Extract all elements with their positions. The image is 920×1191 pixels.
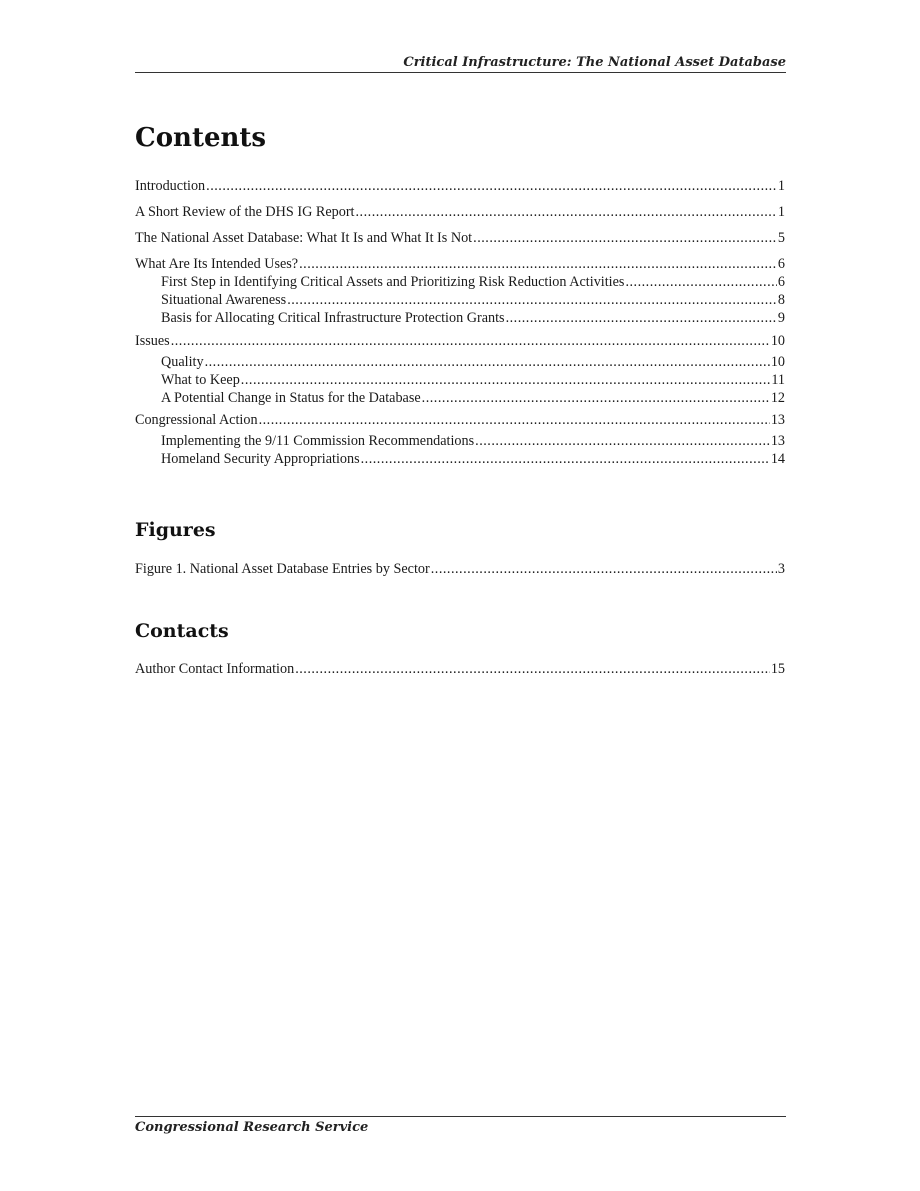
toc-entry-page: 13: [770, 433, 785, 449]
dot-leader: [473, 229, 777, 247]
toc-entry-page: 14: [770, 451, 785, 467]
toc-entry-page: 1: [777, 204, 785, 220]
dot-leader: [241, 371, 771, 389]
dot-leader: [475, 432, 770, 450]
toc-entry-page: 3: [777, 561, 785, 577]
toc-entry-page: 5: [777, 230, 785, 246]
toc-entry-title: Quality: [161, 354, 204, 370]
toc-subentry[interactable]: [135, 353, 785, 371]
toc-entry-page: 1: [777, 178, 785, 194]
toc-entry-page: 6: [777, 256, 785, 272]
toc-entry[interactable]: [135, 229, 785, 247]
toc-entry-title: First Step in Identifying Critical Assets and Prioritizing Risk Reduction Activities: [161, 274, 625, 290]
toc-entry-title: A Short Review of the DHS IG Report: [135, 204, 355, 220]
footer-organization: Congressional Research Service: [135, 1120, 369, 1135]
dot-leader: [506, 309, 777, 327]
toc-entry-page: 13: [770, 412, 785, 428]
dot-leader: [356, 203, 777, 221]
toc-subentry[interactable]: [135, 389, 785, 407]
contents-heading: Contents: [135, 123, 267, 153]
figures-list: [135, 560, 785, 578]
header-rule: [135, 72, 786, 73]
dot-leader: [171, 332, 770, 350]
toc-entry-page: 12: [770, 390, 785, 406]
toc-entry-title: What Are Its Intended Uses?: [135, 256, 299, 272]
toc-entry-page: 6: [777, 274, 785, 290]
dot-leader: [206, 177, 777, 195]
dot-leader: [431, 560, 777, 578]
toc-subentry[interactable]: [135, 432, 785, 450]
toc-entry-title: Issues: [135, 333, 170, 349]
dot-leader: [287, 291, 777, 309]
toc-subentry[interactable]: [135, 273, 785, 291]
toc-entry-title: A Potential Change in Status for the Database: [161, 390, 421, 406]
toc-subentry[interactable]: [135, 450, 785, 468]
footer-rule: [135, 1116, 786, 1117]
toc-entry[interactable]: [135, 332, 785, 350]
toc-entry[interactable]: [135, 177, 785, 195]
dot-leader: [361, 450, 770, 468]
toc-entry[interactable]: [135, 560, 785, 578]
toc-entry-title: The National Asset Database: What It Is and What It Is Not: [135, 230, 473, 246]
dot-leader: [422, 389, 770, 407]
toc-entry-title: Congressional Action: [135, 412, 258, 428]
toc-entry-page: 15: [770, 661, 785, 677]
toc-entry-page: 10: [770, 354, 785, 370]
contacts-list: [135, 660, 785, 678]
toc-entry-title: Figure 1. National Asset Database Entries by Sector: [135, 561, 430, 577]
dot-leader: [625, 273, 776, 291]
toc-subentry[interactable]: [135, 371, 785, 389]
toc-entry-title: Situational Awareness: [161, 292, 287, 308]
toc-subentry[interactable]: [135, 291, 785, 309]
toc-entry-page: 8: [777, 292, 785, 308]
figures-heading: Figures: [135, 519, 216, 541]
dot-leader: [259, 411, 770, 429]
toc-entry-title: Homeland Security Appropriations: [161, 451, 360, 467]
toc-entry-title: Introduction: [135, 178, 206, 194]
toc-entry-title: Author Contact Information: [135, 661, 295, 677]
toc-entry[interactable]: [135, 660, 785, 678]
running-header-title: Critical Infrastructure: The National Asset Database: [403, 55, 786, 70]
contents-list: [135, 177, 785, 468]
dot-leader: [295, 660, 770, 678]
dot-leader: [299, 255, 777, 273]
toc-subentry[interactable]: [135, 309, 785, 327]
toc-entry-page: 11: [771, 372, 785, 388]
toc-entry-page: 10: [770, 333, 785, 349]
toc-entry[interactable]: [135, 255, 785, 273]
dot-leader: [205, 353, 770, 371]
toc-entry[interactable]: [135, 203, 785, 221]
toc-entry-title: What to Keep: [161, 372, 240, 388]
toc-entry-title: Basis for Allocating Critical Infrastructure Protection Grants: [161, 310, 505, 326]
contacts-heading: Contacts: [135, 620, 229, 642]
toc-entry-page: 9: [777, 310, 785, 326]
toc-entry[interactable]: [135, 411, 785, 429]
toc-entry-title: Implementing the 9/11 Commission Recommendations: [161, 433, 475, 449]
